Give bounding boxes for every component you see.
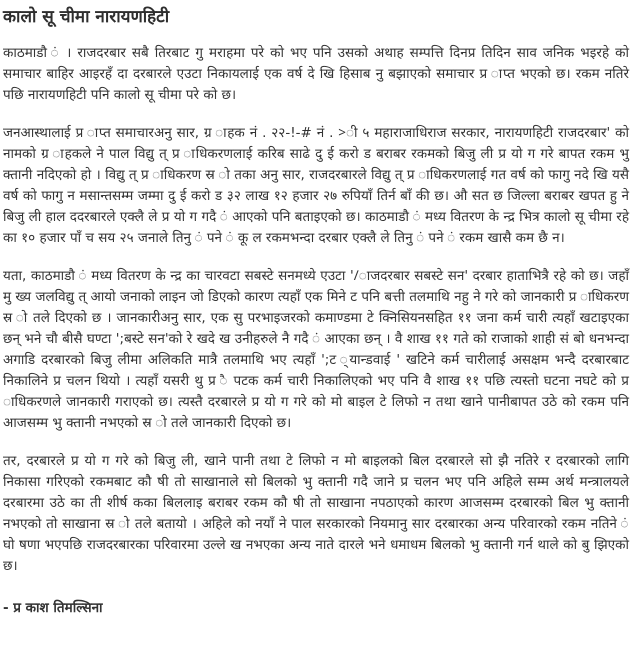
article-paragraph-4: तर, दरबारले प्र यो ग गरे को बिजु ली, खाने पानी तथा टे लिफो न मो बाइलको बिल दरबारले सो झै नतिरे र दरबारको लागि निकासा गरिएको रकमबाट कौ षी तो साखानाले सो बिलको भु क्तानी गदै जाने प्र चलन भए पनि अहिले सम्म अर्थ मन्त्रालयले दरबारमा उठे का ती शीर्ष कका बिललाइ बराबर रकम कौ षी तो साखाना नपठाएको कारण आजसम्म दरबारको बिल भु क्तानी नभएको तो साखाना स्र ो तले बतायो । अहिले को नयाँ ने पाल सरकारको नियमानु सार दरबारका अन्य परिवारको रकम नतिने ं घो षणा भएपछि राजदरबारका परिवारमा उल्ले ख नभएका अन्य नाते दारले भने धमाधम बिलको भु क्तानी गर्न थाले को बु झिएको छ। [3, 453, 629, 574]
article-title: कालो सू चीमा नारायणहिटी [3, 7, 170, 27]
article-paragraph-2: जनआस्थालाई प्र ाप्त समाचारअनु सार, ग्र ाहक नं . २२-!-# नं . >ी ५ महाराजाधिराज सरकार, नारायणहिटी राजदरबार' को नामको ग्र ाहकले ने पाल विद्यु त् प्र ाधिकरणलाई करिब साढे दु ई करो ड बराबर रकमको बिजु ली प्र यो ग गरे बापत रकम भु क्तानी नदिएको हो । विद्यु त् प्र ाधिकरण स्र ो तका अनु सार, राजदरबारले विद्यु त् प्र ाधिकरणलाई गत वर्ष को फागु नदे खि यसै वर्ष को फागु न मसान्तसम्म जम्मा दु ई करो ड ३२ लाख १२ हजार २७ रुपियाँ तिर्न बाँ की छ। औ सत छ जिल्ला बराबर खपत हु ने बिजु ली हाल ददरबारले एक्लै ले प्र यो ग गदै ं आएको पनि बताइएको छ। काठमाडौ ं मध्य वितरण के न्द्र भित्र कालो सू चीमा रहे का १० हजार पाँ च सय २५ जनाले तिनु ं पने ं कू ल रकमभन्दा दरबार एक्लै ले तिनु ं पने ं रकम खासै कम छै न। [3, 125, 629, 246]
article-paragraph-3: यता, काठमाडौ ं मध्य वितरण के न्द्र का चारवटा सबस्टे सनमध्ये एउटा '/ाजदरबार सबस्टे सन' दरबार हाताभित्रै रहे को छ। जहाँ मु ख्य जलविद्यु त् आयो जनाको लाइन जो डिएको कारण त्यहाँ एक मिने ट पनि बत्ती तलमाथि नहु ने गरे को जानकारी प्र ाधिकरण स्र ो तले दिएको छ । जानकारीअनु सार, एक सु परभाइजरको कमाण्डमा टे क्निसियनसहित ११ जना कर्म चारी त्यहाँ खटाइएका छन् भने चौ बीसै घण्टा ';बस्टे सन'को रे खदे ख उनीहरुले नै गदै ं आएका छन् । वै शाख ११ गते को राजाको शाही सं बो धनभन्दा अगाडि दरबारको बिजु लीमा अलिकति मात्रै तलमाथि भए त्यहाँ ';ट ्यान्डवाई ' खटिने कर्म चारीलाई असक्षम भन्दै दरबारबाट निकालिने प्र चलन थियो । त्यहाँ यसरी थु प्र ै पटक कर्म चारी निकालिएको भए पनि वै शाख ११ पछि त्यस्तो घटना नघटे को प्र ाधिकरणले जानकारी गराएको छ। त्यस्तै दरबारले प्र यो ग गरे को मो बाइल टे लिफो न तथा खाने पानीबापत उठे को रकम पनि आजसम्म भु क्तानी नभएको स्र ो तले जानकारी दिएको छ। [3, 268, 629, 431]
article-byline: - प्र काश तिमल्सिना [3, 600, 103, 616]
article-paragraph-1: काठमाडौ ं । राजदरबार सबै तिरबाट गु मराहमा परे को भए पनि उसको अथाह सम्पत्ति दिनप्र तिदिन साव जनिक भइरहे को समाचार बाहिर आइरहँ दा दरबारले एउटा निकायलाई एक वर्ष दे खि हिसाब नु बझाएको समाचार प्र ाप्त भएको छ। रकम नतिरे पछि नारायणहिटी पनि कालो सू चीमा परे को छ। [3, 45, 629, 103]
